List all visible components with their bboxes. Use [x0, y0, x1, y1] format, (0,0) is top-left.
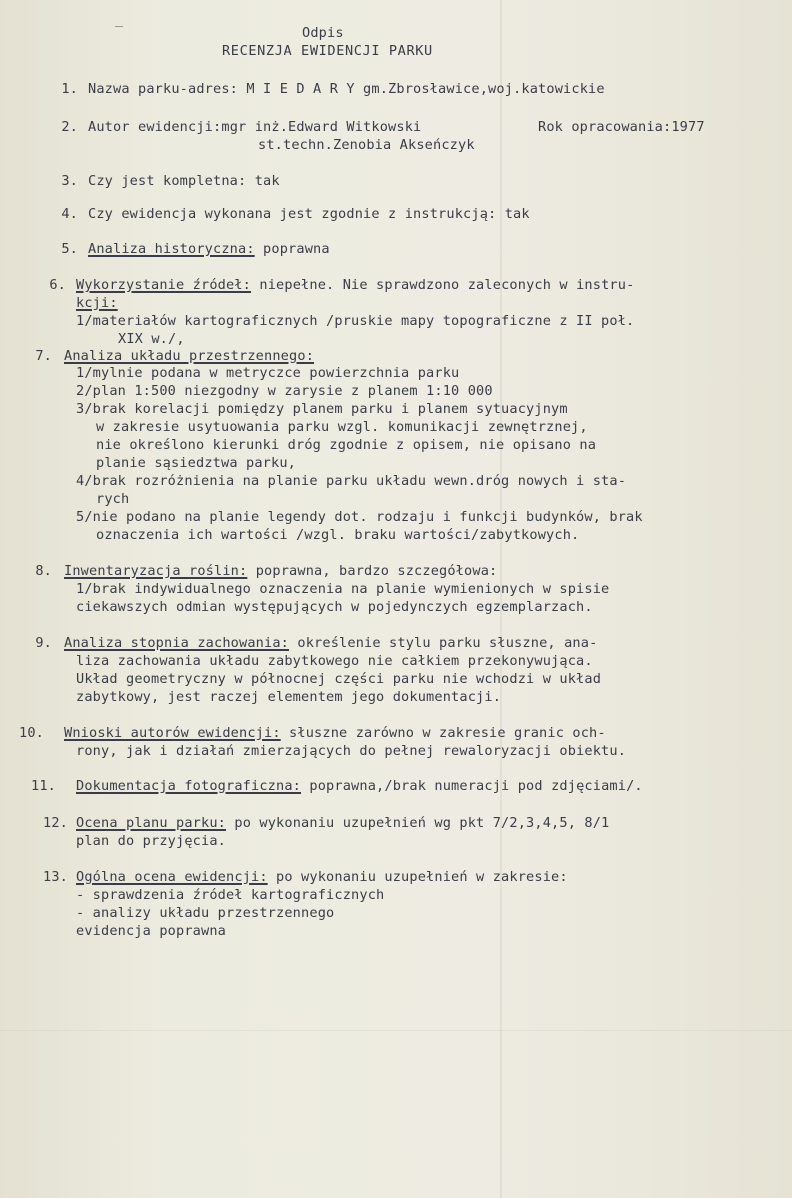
- item-text: st.techn.Zenobia Akseńczyk: [258, 137, 475, 153]
- item-label: Analiza układu przestrzennego:: [64, 348, 315, 364]
- item-text: poprawna,/brak numeracji pod zdjęciami/.: [309, 778, 643, 794]
- item-number: 5.: [61, 241, 78, 257]
- item-text: nie określono kierunki dróg zgodnie z opisem, nie opisano na: [96, 437, 597, 453]
- item-text: mgr inż.Edward Witkowski: [221, 119, 422, 135]
- item-label: Inwentaryzacja roślin:: [64, 563, 248, 579]
- item-text: 3/brak korelacji pomiędzy planem parku i planem sytuacyjnym: [76, 401, 568, 417]
- item-10-line: [64, 724, 606, 742]
- item-number: 13.: [42, 869, 68, 885]
- item-label: Ogólna ocena ewidencji:: [76, 869, 268, 885]
- item-label: Analiza historyczna:: [88, 241, 255, 257]
- item-2-line: [88, 118, 421, 136]
- item-5-line: [88, 240, 330, 258]
- item-number: 9.: [35, 635, 52, 651]
- item-text: XIX w./,: [118, 331, 185, 347]
- item-text: tak: [504, 206, 530, 222]
- item-3-line: [88, 172, 280, 190]
- item-text: 1/brak indywidualnego oznaczenia na planie wymienionych w spisie: [76, 581, 610, 597]
- item-text: rony, jak i działań zmierzających do pełnej rewaloryzacji obiektu.: [76, 743, 627, 759]
- item-label: Wykorzystanie źródeł:: [76, 277, 252, 293]
- item-label: Wnioski autorów ewidencji:: [64, 725, 281, 741]
- item-13-line: [76, 868, 568, 886]
- item-text: 2/plan 1:500 niezgodny w zarysie z planem 1:10 000: [76, 383, 493, 399]
- item-text: - sprawdzenia źródeł kartograficznych: [76, 887, 385, 903]
- item-text: evidencja poprawna: [76, 923, 227, 939]
- item-text: kcji:: [76, 295, 118, 311]
- item-12-line: [76, 814, 609, 832]
- item-4-line: [88, 205, 530, 223]
- item-text: poprawna: [263, 241, 330, 257]
- item-text: M I E D A R Y gm.Zbrosławice,woj.katowickie: [246, 81, 605, 97]
- item-number: 6.: [49, 277, 66, 293]
- item-text: po wykonaniu uzupełnień wg pkt 7/2,3,4,5, 8/1: [234, 815, 610, 831]
- item-6-line: [76, 276, 634, 294]
- stray-mark: [115, 26, 123, 27]
- item-text: 1/materiałów kartograficznych /pruskie mapy topograficzne z II poł.: [76, 313, 635, 329]
- item-1-line: [88, 80, 605, 98]
- item-label: Analiza stopnia zachowania:: [64, 635, 290, 651]
- item-text: w zakresie usytuowania parku wzgl. komunikacji zewnętrznej,: [96, 419, 588, 435]
- item-text: 5/nie podano na planie legendy dot. rodzaju i funkcji budynków, brak: [76, 509, 643, 525]
- item-text: 1/mylnie podana w metryczce powierzchnia parku: [76, 365, 460, 381]
- item-text: 4/brak rozróżnienia na planie parku układu wewn.dróg nowych i sta-: [76, 473, 627, 489]
- item-text: słuszne zarówno w zakresie granic och-: [289, 725, 606, 741]
- item-text: - analizy układu przestrzennego: [76, 905, 335, 921]
- year-of-preparation: Rok opracowania:1977: [538, 119, 705, 135]
- item-text: rych: [96, 491, 130, 507]
- item-text: określenie stylu parku słuszne, ana-: [297, 635, 598, 651]
- item-text: liza zachowania układu zabytkowego nie całkiem przekonywująca.: [76, 653, 593, 669]
- item-text: plan do przyjęcia.: [76, 833, 227, 849]
- item-text: planie sąsiedztwa parku,: [96, 455, 297, 471]
- item-label: Czy ewidencja wykonana jest zgodnie z instrukcją:: [88, 206, 497, 222]
- item-number: 7.: [35, 348, 52, 364]
- item-8-line: [64, 562, 497, 580]
- item-label: Autor ewidencji:: [88, 119, 222, 135]
- item-text: tak: [254, 173, 280, 189]
- item-text: zabytkowy, jest raczej elementem jego dokumentacji.: [76, 689, 502, 705]
- document-title: RECENZJA EWIDENCJI PARKU: [222, 43, 433, 59]
- item-9-line: [64, 634, 597, 652]
- item-number: 8.: [35, 563, 52, 579]
- item-number: 2.: [61, 119, 78, 135]
- item-number: 3.: [61, 173, 78, 189]
- document-heading-odpis: Odpis: [302, 25, 344, 41]
- item-number: 4.: [61, 206, 78, 222]
- item-text: ciekawszych odmian występujących w pojedynczych egzemplarzach.: [76, 599, 593, 615]
- item-label: Dokumentacja fotograficzna:: [76, 778, 302, 794]
- paper-fold: [0, 1030, 792, 1031]
- item-label: Ocena planu parku:: [76, 815, 227, 831]
- item-text: poprawna, bardzo szczegółowa:: [255, 563, 498, 579]
- item-text: oznaczenia ich wartości /wzgl. braku wartości/zabytkowych.: [96, 527, 580, 543]
- item-text: Układ geometryczny w północnej części parku nie wchodzi w układ: [76, 671, 602, 687]
- item-11-line: [76, 777, 643, 795]
- item-label: Nazwa parku-adres:: [88, 81, 239, 97]
- item-number: 11.: [30, 778, 56, 794]
- item-number: 12.: [42, 815, 68, 831]
- item-text: niepełne. Nie sprawdzono zaleconych w instru-: [259, 277, 635, 293]
- item-number: 1.: [61, 81, 78, 97]
- item-number: 10.: [18, 725, 44, 741]
- item-label: Czy jest kompletna:: [88, 173, 247, 189]
- item-text: po wykonaniu uzupełnień w zakresie:: [276, 869, 568, 885]
